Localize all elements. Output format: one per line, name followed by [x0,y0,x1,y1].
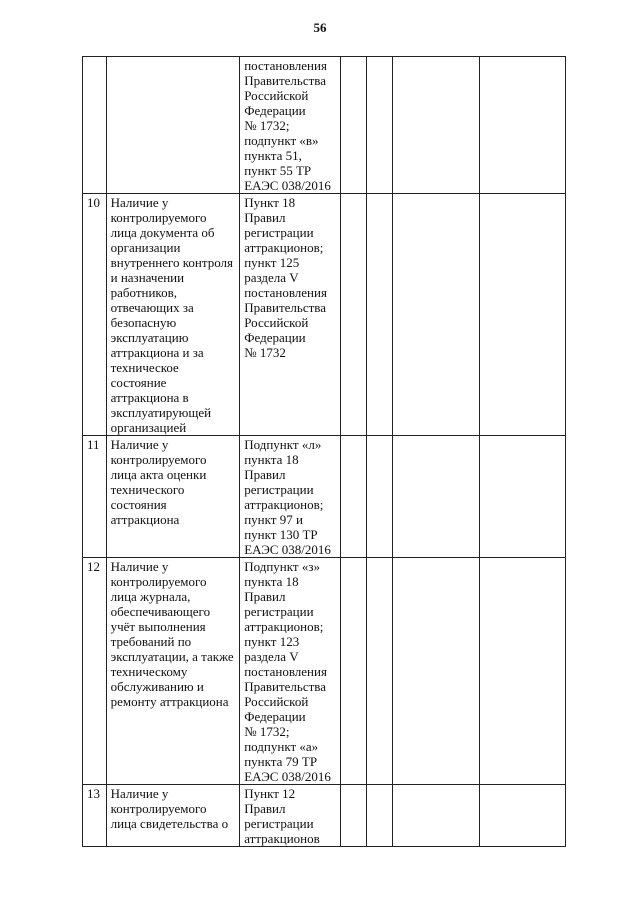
requirement-cell: Наличие у контролируемого лица журнала, обеспечивающего учёт выполнения требований по эксплуатации, а также техническому обслуживанию и ремонту аттракциона [106,558,240,785]
legal-reference-cell: Подпункт «л» пункта 18 Правил регистрации аттракционов; пункт 97 и пункт 130 ТР ЕАЭС 038/2016 [240,436,341,558]
legal-reference-cell: Пункт 12 Правил регистрации аттракционов [240,785,341,847]
requirement-cell: Наличие у контролируемого лица свидетельства о [106,785,240,847]
table-row [83,194,566,436]
answer-yes-cell [340,436,366,558]
answer-no-cell [366,436,393,558]
answer-yes-cell [340,785,366,847]
legal-reference-cell: постановления Правительства Российской Федерации № 1732; подпункт «в» пункта 51, пункт 55 ТР ЕАЭС 038/2016 [240,57,341,194]
row-number-cell [83,57,107,194]
note-cell [479,785,565,847]
row-number-cell: 13 [83,785,107,847]
row-number-cell: 12 [83,558,107,785]
answer-yes-cell [340,558,366,785]
table-row [83,785,566,847]
table-row [83,57,566,194]
checklist-table [82,56,566,847]
requirement-cell: Наличие у контролируемого лица документа об организации внутреннего контроля и назначении работников, отвечающих за безопасную эксплуатацию аттракциона и за техническое состояние аттракциона в эксплуатирующей организацией [106,194,240,436]
answer-no-cell [366,57,393,194]
answer-no-cell [366,558,393,785]
page-number: 56 [313,20,327,35]
requirement-cell [106,57,240,194]
legal-reference-cell: Пункт 18 Правил регистрации аттракционов; пункт 125 раздела V постановления Правительства Российской Федерации № 1732 [240,194,341,436]
table-row [83,436,566,558]
not-applicable-cell [393,436,479,558]
not-applicable-cell [393,558,479,785]
requirement-cell: Наличие у контролируемого лица акта оценки технического состояния аттракциона [106,436,240,558]
answer-no-cell [366,194,393,436]
not-applicable-cell [393,194,479,436]
note-cell [479,57,565,194]
note-cell [479,558,565,785]
legal-reference-cell: Подпункт «з» пункта 18 Правил регистрации аттракционов; пункт 123 раздела V постановления Правительства Российской Федерации № 1732; подпункт «а» пункта 79 ТР ЕАЭС 038/2016 [240,558,341,785]
not-applicable-cell [393,785,479,847]
note-cell [479,194,565,436]
not-applicable-cell [393,57,479,194]
answer-no-cell [366,785,393,847]
row-number-cell: 10 [83,194,107,436]
answer-yes-cell [340,57,366,194]
note-cell [479,436,565,558]
row-number-cell: 11 [83,436,107,558]
answer-yes-cell [340,194,366,436]
table-row [83,558,566,785]
